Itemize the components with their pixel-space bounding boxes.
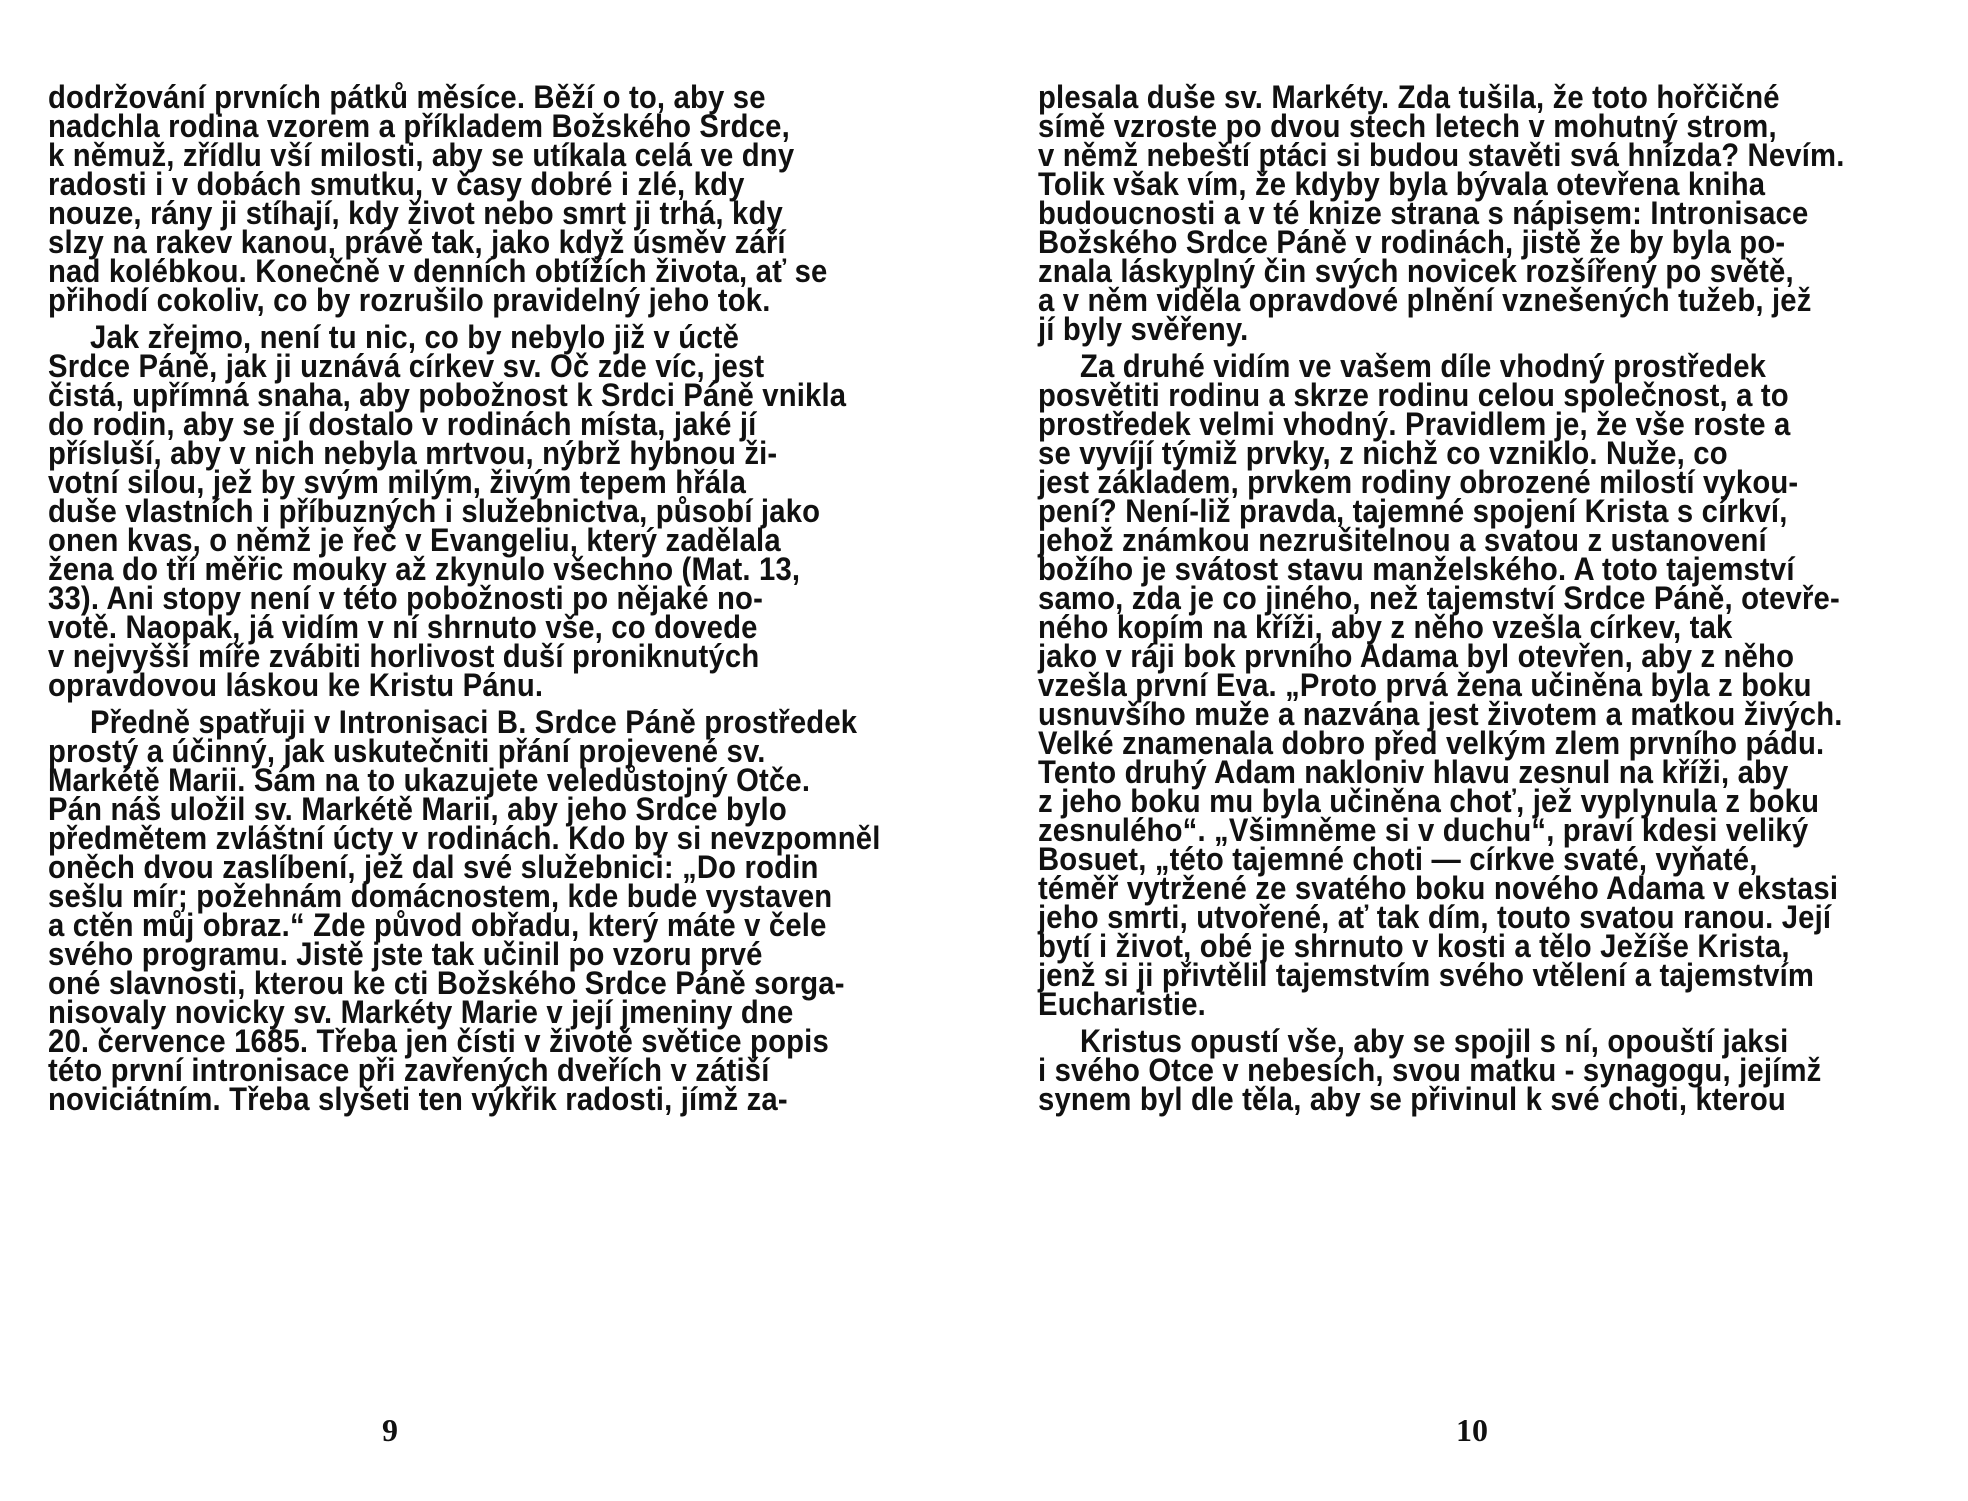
text-line: bytí i život, obé je shrnuto v kosti a tělo Ježíše Krista, bbox=[1038, 928, 1790, 964]
text-line: předmětem zvláštní úcty v rodinách. Kdo by si nevzpomněl bbox=[48, 820, 881, 856]
text-line: 20. července 1685. Třeba jen čísti v životě světice popis bbox=[48, 1023, 829, 1059]
text-line: jí byly svěřeny. bbox=[1038, 311, 1249, 347]
text-line: jehož známkou nezrušitelnou a svatou z ustanovení bbox=[1038, 522, 1767, 558]
text-line: božího je svátost stavu manželského. A toto tajemství bbox=[1038, 551, 1795, 587]
text-line: prostředek velmi vhodný. Pravidlem je, že vše roste a bbox=[1038, 406, 1791, 442]
text-line: jeho smrti, utvořené, ať tak dím, touto svatou ranou. Její bbox=[1038, 899, 1832, 935]
text-line: nadchla rodina vzorem a příkladem Božského Srdce, bbox=[48, 108, 790, 144]
text-line: radosti i v dobách smutku, v časy dobré i zlé, kdy bbox=[48, 166, 745, 202]
text-line: se vyvíjí týmiž prvky, z nichž co vzniklo. Nuže, co bbox=[1038, 435, 1728, 471]
text-line: jako v ráji bok prvního Adama byl otevřen, aby z něho bbox=[1038, 638, 1795, 674]
text-line: Bosuet, „této tajemné choti — církve svaté, vyňaté, bbox=[1038, 841, 1758, 877]
text-line: této první intronisace při zavřených dveřích v zátiší bbox=[48, 1052, 770, 1088]
text-line: Eucharistie. bbox=[1038, 986, 1206, 1022]
text-line: Jak zřejmo, není tu nic, co by nebylo již v úctě bbox=[90, 319, 740, 355]
text-line: votě. Naopak, já vidím v ní shrnuto vše, co dovede bbox=[48, 609, 758, 645]
text-line: Srdce Páně, jak ji uznává církev sv. Oč zde víc, jest bbox=[48, 348, 765, 384]
text-line: usnuvšího muže a nazvána jest životem a matkou živých. bbox=[1038, 696, 1843, 732]
text-line: zesnulého“. „Všimněme si v duchu“, praví kdesi veliký bbox=[1038, 812, 1809, 848]
text-line: svého programu. Jistě jste tak učinil po vzoru prvé bbox=[48, 936, 763, 972]
text-line: do rodin, aby se jí dostalo v rodinách místa, jaké jí bbox=[48, 406, 757, 442]
text-line: čistá, upřímná snaha, aby pobožnost k Srdci Páně vnikla bbox=[48, 377, 847, 413]
text-line: nad kolébkou. Konečně v denních obtížích života, ať se bbox=[48, 253, 828, 289]
text-line: Kristus opustí vše, aby se spojil s ní, opouští jaksi bbox=[1080, 1023, 1789, 1059]
text-line: slzy na rakev kanou, právě tak, jako když úsměv září bbox=[48, 224, 786, 260]
text-line: i svého Otce v nebesích, svou matku - synagogu, jejímž bbox=[1038, 1052, 1822, 1088]
text-line: votní silou, jež by svým milým, živým tepem hřála bbox=[48, 464, 747, 500]
text-line: oné slavnosti, kterou ke cti Božského Srdce Páně sorga- bbox=[48, 965, 845, 1001]
page-number: 9 bbox=[382, 1412, 398, 1448]
right-page bbox=[984, 0, 1968, 1501]
text-line: prostý a účinný, jak uskutečniti přání projevené sv. bbox=[48, 733, 766, 769]
text-line: dodržování prvních pátků měsíce. Běží o to, aby se bbox=[48, 79, 766, 115]
text-line: vzešla první Eva. „Proto prvá žena učiněna byla z boku bbox=[1038, 667, 1812, 703]
text-line: v nejvyšší míře zvábiti horlivost duší proniknutých bbox=[48, 638, 760, 674]
text-line: símě vzroste po dvou stech letech v mohutný strom, bbox=[1038, 108, 1777, 144]
text-line: téměř vytržené ze svatého boku nového Adama v ekstasi bbox=[1038, 870, 1839, 906]
text-line: nisovaly novicky sv. Markéty Marie v její jmeniny dne bbox=[48, 994, 794, 1030]
text-line: samo, zda je co jiného, než tajemství Srdce Páně, otevře- bbox=[1038, 580, 1840, 616]
text-line: duše vlastních i příbuzných i služebnictva, působí jako bbox=[48, 493, 821, 529]
text-line: Markétě Marii. Sám na to ukazujete veledůstojný Otče. bbox=[48, 762, 811, 798]
text-line: v němž nebeští ptáci si budou stavěti svá hnízda? Nevím. bbox=[1038, 137, 1845, 173]
text-line: oněch dvou zaslíbení, jež dal své služebnici: „Do rodin bbox=[48, 849, 819, 885]
text-line: noviciátním. Třeba slyšeti ten výkřik radosti, jímž za- bbox=[48, 1081, 788, 1117]
text-line: přihodí cokoliv, co by rozrušilo pravidelný jeho tok. bbox=[48, 282, 771, 318]
text-line: plesala duše sv. Markéty. Zda tušila, že toto hořčičné bbox=[1038, 79, 1780, 115]
text-line: k němuž, zřídlu vší milosti, aby se utíkala celá ve dny bbox=[48, 137, 795, 173]
page-number: 10 bbox=[1456, 1412, 1488, 1448]
text-line: Tolik však vím, že kdyby byla bývala otevřena kniha bbox=[1038, 166, 1766, 202]
text-line: žena do tří měřic mouky až zkynulo všechno (Mat. 13, bbox=[48, 551, 801, 587]
text-line: Předně spatřuji v Intronisaci B. Srdce Páně prostředek bbox=[90, 704, 858, 740]
text-line: a v něm viděla opravdové plnění vznešených tužeb, jež bbox=[1038, 282, 1812, 318]
text-line: pení? Není-liž pravda, tajemné spojení Krista s církví, bbox=[1038, 493, 1788, 529]
text-line: přísluší, aby v nich nebyla mrtvou, nýbrž hybnou ži- bbox=[48, 435, 778, 471]
text-line: znala láskyplný čin svých novicek rozšířený po světě, bbox=[1038, 253, 1794, 289]
text-line: Božského Srdce Páně v rodinách, jistě že by byla po- bbox=[1038, 224, 1786, 260]
text-line: nouze, rány ji stíhají, kdy život nebo smrt ji trhá, kdy bbox=[48, 195, 783, 231]
text-line: budoucnosti a v té knize strana s nápisem: Intronisace bbox=[1038, 195, 1809, 231]
text-line: opravdovou láskou ke Kristu Pánu. bbox=[48, 667, 544, 703]
text-line: a ctěn můj obraz.“ Zde původ obřadu, který máte v čele bbox=[48, 907, 827, 943]
text-line: Tento druhý Adam nakloniv hlavu zesnul na kříži, aby bbox=[1038, 754, 1789, 790]
text-line: z jeho boku mu byla učiněna choť, jež vyplynula z boku bbox=[1038, 783, 1820, 819]
text-line: jest základem, prvkem rodiny obrozené milostí vykou- bbox=[1038, 464, 1799, 500]
text-line: synem byl dle těla, aby se přivinul k své choti, kterou bbox=[1038, 1081, 1786, 1117]
text-line: 33). Ani stopy není v této pobožnosti po nějaké no- bbox=[48, 580, 764, 616]
text-line: jenž si ji přivtělil tajemstvím svého vtělení a tajemstvím bbox=[1038, 957, 1815, 993]
text-line: Za druhé vidím ve vašem díle vhodný prostředek bbox=[1080, 348, 1767, 384]
text-line: onen kvas, o němž je řeč v Evangeliu, který zadělala bbox=[48, 522, 781, 558]
text-line: ného kopím na kříži, aby z něho vzešla církev, tak bbox=[1038, 609, 1733, 645]
text-line: sešlu mír; požehnám domácnostem, kde bude vystaven bbox=[48, 878, 833, 914]
text-line: Pán náš uložil sv. Markétě Marii, aby jeho Srdce bylo bbox=[48, 791, 787, 827]
text-line: Velké znamenala dobro před velkým zlem prvního pádu. bbox=[1038, 725, 1825, 761]
text-line: posvětiti rodinu a skrze rodinu celou společnost, a to bbox=[1038, 377, 1789, 413]
